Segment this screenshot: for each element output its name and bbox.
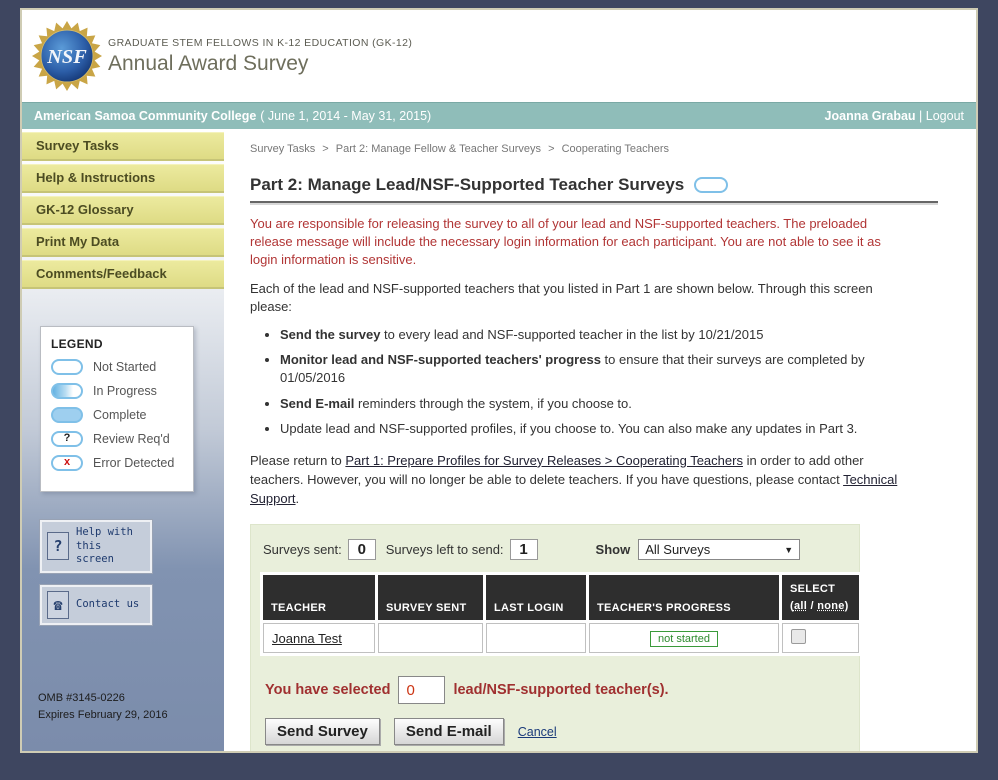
selected-count-input[interactable]: [398, 676, 445, 704]
award-period: ( June 1, 2014 - May 31, 2015): [260, 109, 432, 123]
breadcrumb-separator: >: [322, 143, 329, 155]
page-title-row: [250, 175, 938, 203]
task-send-email: • Send E-mail reminders through the system, if you choose to.: [280, 395, 930, 413]
survey-filter-dropdown[interactable]: All Surveys ▼: [638, 539, 800, 560]
user-area: [825, 109, 964, 123]
page-title: Part 2: Manage Lead/NSF-Supported Teacher Surveys: [250, 175, 685, 194]
last-login-cell: [486, 623, 586, 653]
org-name: American Samoa Community College: [34, 109, 257, 123]
main-content: [224, 129, 976, 751]
logout-link[interactable]: Logout: [925, 109, 964, 123]
responsibility-notice: You are responsible for releasing the survey to all of your lead and NSF-supported teachers. The preloaded release message will include the necessary login information for each participant. You are not able to see it as login information is sensitive.: [250, 216, 881, 268]
progress-cell: [589, 623, 779, 653]
part1-link[interactable]: Part 1: Prepare Profiles for Survey Releases > Cooperating Teachers: [345, 452, 743, 468]
intro-text: Each of the lead and NSF-supported teachers that you listed in Part 1 are shown below. Through this screen please:: [250, 280, 873, 314]
technical-support-link[interactable]: Technical Support: [250, 471, 898, 506]
legend-title: LEGEND: [51, 337, 103, 351]
status-not-started-icon: [694, 177, 728, 193]
program-name: GRADUATE STEM FELLOWS IN K-12 EDUCATION (GK-12): [108, 36, 413, 49]
status-badge: not started: [650, 631, 718, 647]
select-cell: [782, 623, 859, 653]
cancel-link[interactable]: Cancel: [517, 724, 557, 739]
show-filter-label: Show: [595, 542, 631, 558]
return-note: Please return to Part 1: Prepare Profiles for Survey Releases > Cooperating Teachers in order to add other teachers. However, you will no longer be able to delete teachers. If you have questions, please contact Technical Support.: [250, 452, 898, 506]
breadcrumb-separator: >: [548, 143, 555, 155]
survey-counts-row: [251, 539, 859, 560]
task-update-profiles: • Update lead and NSF-supported profiles, if you choose to. You can also make any updates in Part 3.: [280, 420, 930, 438]
user-name: Joanna Grabau: [824, 109, 916, 123]
selection-summary: You have selected 0 lead/NSF-supported teacher(s).: [265, 676, 859, 704]
table-row: [263, 623, 859, 653]
sidebar-item-survey-tasks[interactable]: Survey Tasks: [22, 132, 224, 161]
breadcrumb-cooperating-teachers: Cooperating Teachers: [561, 143, 669, 155]
phone-icon: ☎: [47, 591, 69, 619]
org-bar: [22, 102, 976, 129]
omb-notice: OMB #3145-0226 Expires February 29, 2016: [38, 692, 168, 721]
legend-box: [40, 326, 194, 492]
contact-us-label: Contact us: [76, 598, 140, 611]
legend-item-error: x Error Detected: [51, 455, 185, 471]
user-separator: |: [919, 109, 923, 123]
surveys-left-count: 1: [510, 539, 538, 560]
send-survey-button[interactable]: Send Survey: [265, 718, 380, 745]
legend-item-review: ? Review Req'd: [51, 431, 185, 447]
legend-item-not-started: Not Started: [51, 359, 185, 375]
row-select-checkbox[interactable]: [791, 629, 806, 644]
send-email-button[interactable]: Send E-mail: [394, 718, 504, 745]
nsf-logo: [32, 21, 102, 91]
task-list: [262, 326, 930, 438]
app-window: [20, 8, 978, 753]
sidebar-item-glossary[interactable]: GK-12 Glossary: [22, 196, 224, 225]
col-progress: TEACHER'S PROGRESS: [589, 575, 779, 620]
org-info: [34, 109, 431, 123]
question-mark-icon: ?: [47, 532, 69, 560]
legend-item-complete: Complete: [51, 407, 185, 423]
survey-panel: [250, 524, 860, 751]
surveys-sent-label: Surveys sent:: [263, 542, 342, 558]
status-complete-icon: [51, 407, 83, 423]
breadcrumb-part2[interactable]: Part 2: Manage Fellow & Teacher Surveys: [335, 143, 542, 155]
sidebar: [22, 129, 224, 751]
task-send-survey: • Send the survey to every lead and NSF-supported teacher in the list by 10/21/2015: [280, 326, 930, 344]
nsf-logo-text: NSF: [47, 46, 87, 68]
status-error-icon: x: [51, 455, 83, 471]
status-not-started-icon: [51, 359, 83, 375]
select-all-link[interactable]: all: [793, 599, 808, 612]
task-monitor-progress: • Monitor lead and NSF-supported teachers' progress to ensure that their surveys are completed by 01/05/2016: [280, 351, 930, 387]
col-select: SELECT (all / none): [782, 575, 859, 620]
status-review-icon: ?: [51, 431, 83, 447]
sidebar-item-comments-feedback[interactable]: Comments/Feedback: [22, 260, 224, 289]
legend-item-in-progress: In Progress: [51, 383, 185, 399]
teachers-table: [260, 572, 862, 656]
app-header: [22, 10, 976, 102]
table-header-row: [263, 575, 859, 620]
contact-us-button[interactable]: [40, 585, 152, 625]
survey-sent-cell: [378, 623, 483, 653]
select-none-link[interactable]: none: [817, 599, 845, 612]
surveys-left-label: Surveys left to send:: [385, 542, 504, 558]
help-with-screen-label: Help with this screen: [76, 526, 133, 566]
action-buttons: [265, 718, 859, 745]
breadcrumb: [250, 143, 956, 155]
sidebar-item-help-instructions[interactable]: Help & Instructions: [22, 164, 224, 193]
app-title: Annual Award Survey: [108, 51, 309, 75]
breadcrumb-survey-tasks[interactable]: Survey Tasks: [250, 143, 316, 155]
surveys-sent-count: 0: [348, 539, 376, 560]
col-survey-sent: SURVEY SENT: [378, 575, 483, 620]
chevron-down-icon: ▼: [784, 544, 794, 555]
teacher-name-link[interactable]: Joanna Test: [272, 630, 342, 646]
help-with-screen-button[interactable]: [40, 520, 152, 573]
status-in-progress-icon: [51, 383, 83, 399]
sidebar-item-print-my-data[interactable]: Print My Data: [22, 228, 224, 257]
col-teacher: TEACHER: [263, 575, 375, 620]
sidebar-menu: [22, 132, 224, 292]
col-last-login: LAST LOGIN: [486, 575, 586, 620]
